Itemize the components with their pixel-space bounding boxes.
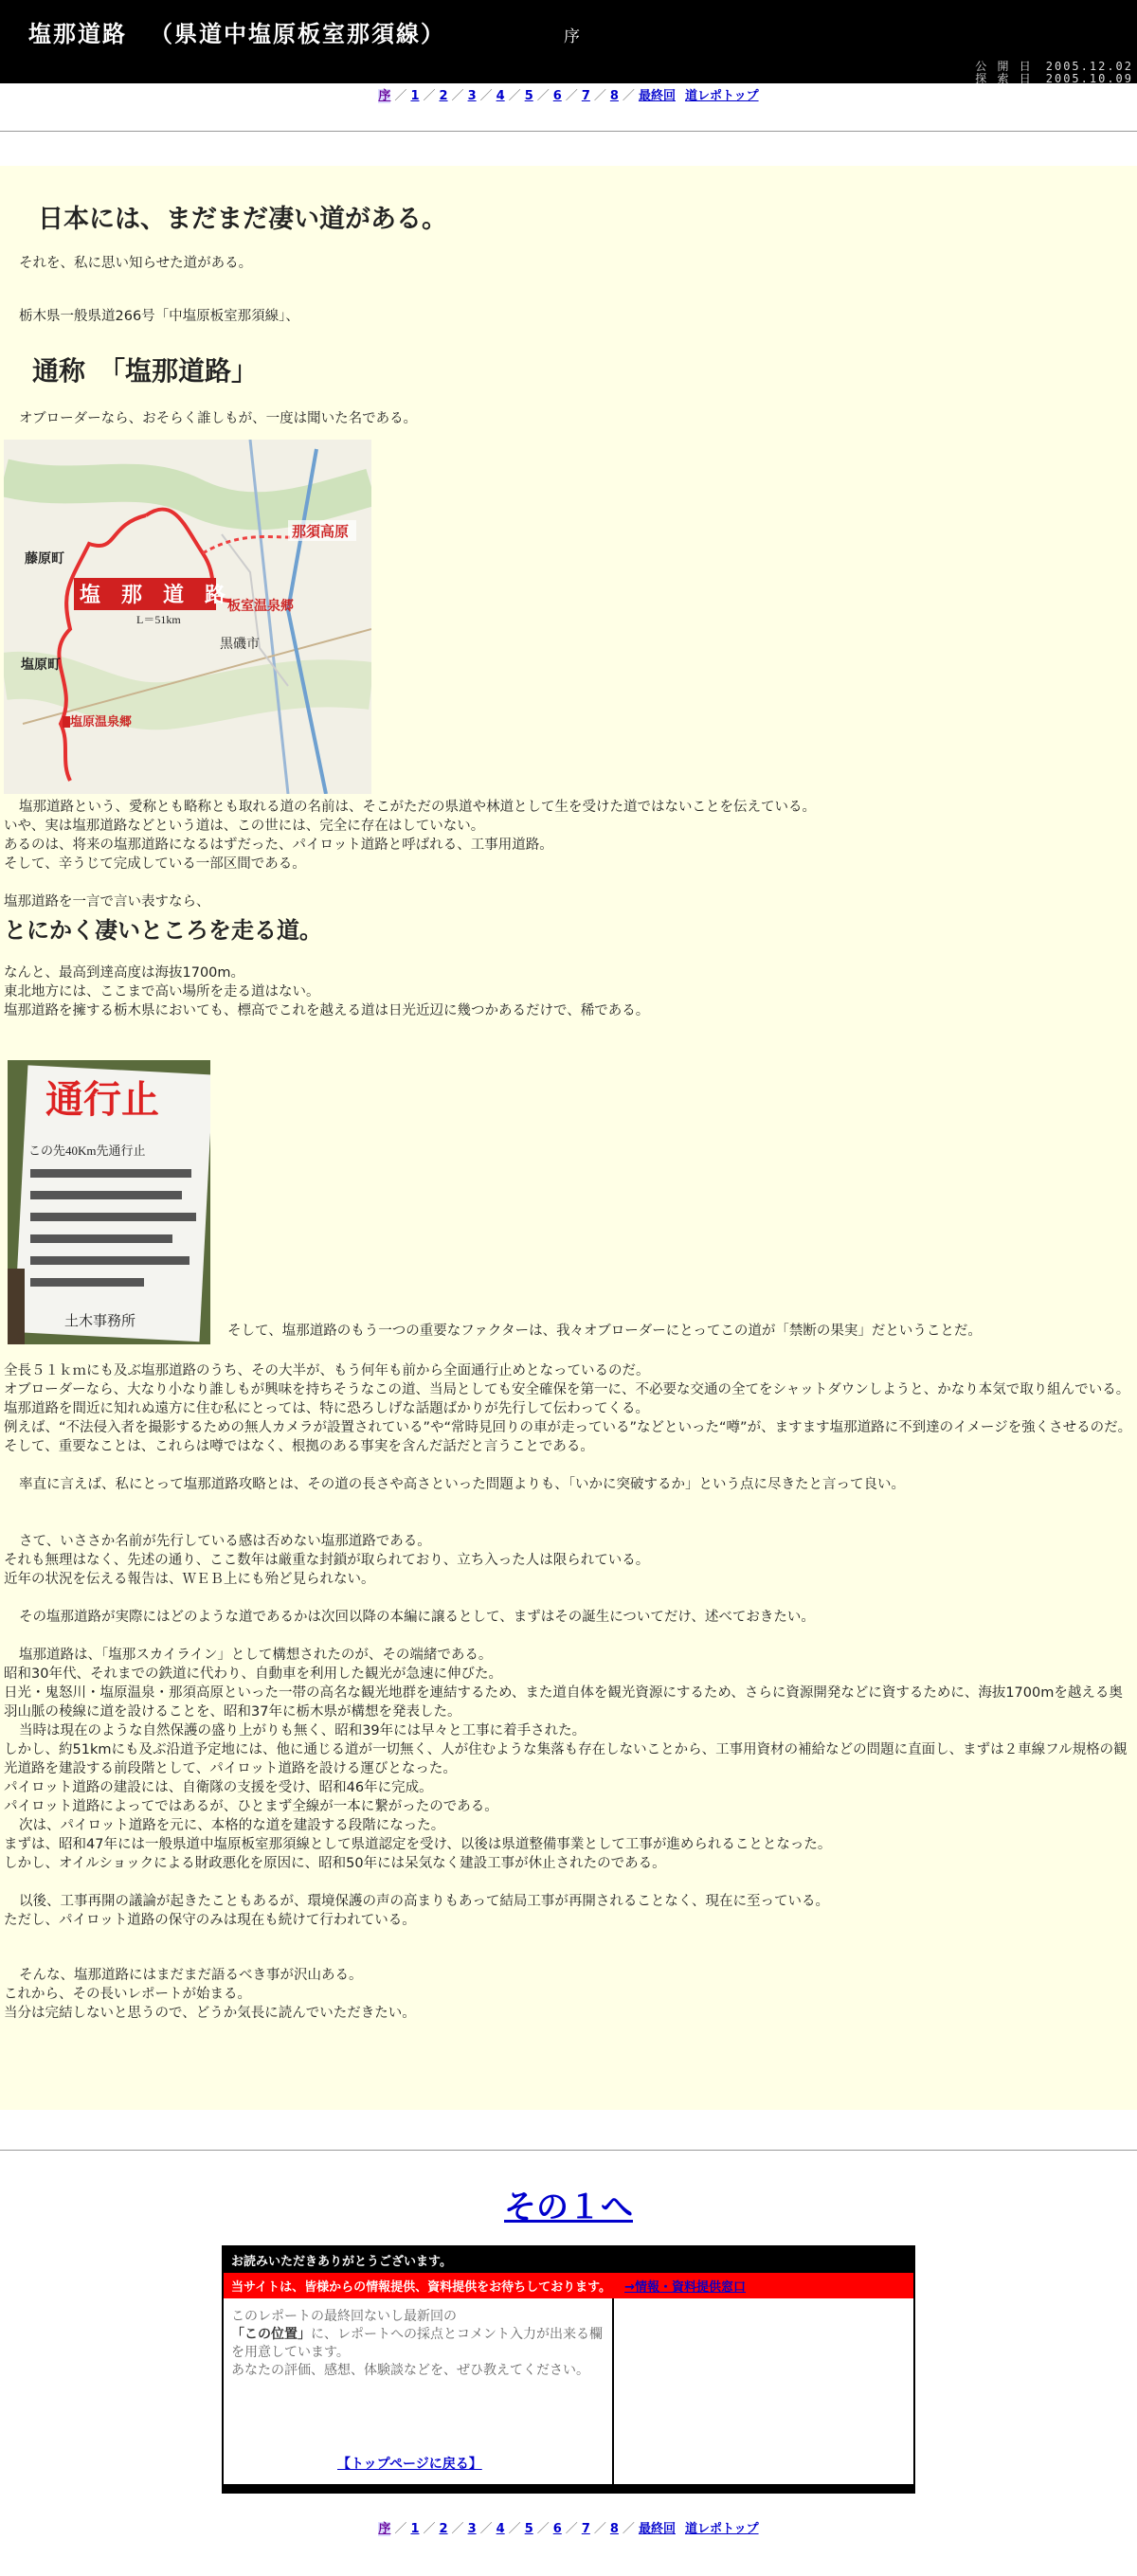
section-label: 序: [564, 27, 580, 46]
info-text: 当サイトは、皆様からの情報提供、資料提供をお待ちしております。: [231, 2280, 612, 2295]
para-line: 当分は完結しないと思うので、どうか気長に読んでいただきたい。: [4, 2006, 416, 2021]
nav-report-top[interactable]: 道レポトップ: [684, 2522, 759, 2536]
para-road-name: 栃木県一般県道266号「中塩原板室那須線」、: [19, 309, 299, 324]
nav-item-8[interactable]: 8: [609, 2522, 619, 2536]
map-label-kuroiso: 黒磯市: [220, 638, 260, 652]
para-origin-intro: その塩那道路が実際にはどのような道であるかは次回以降の本編に譲るとして、まずはその誕生についてだけ、述べておきたい。: [19, 1610, 815, 1625]
article-body: [0, 166, 1137, 2110]
note-line2: [231, 2326, 605, 2362]
para-altitude: [4, 964, 1133, 1020]
para-line: そんな、塩那道路にはまだまだ語るべき事が沢山ある。: [19, 1968, 363, 1983]
footer-box: [222, 2245, 915, 2494]
published-date: 2005.12.02: [1045, 60, 1133, 73]
para-line: 当時は現在のような自然保護の盛り上がりも無く、昭和39年には早々と工事に着手された。: [19, 1723, 587, 1738]
explored-date: 2005.10.09: [1045, 72, 1133, 85]
nav-item-2[interactable]: 2: [439, 89, 448, 103]
nav-item-final[interactable]: 最終回: [638, 89, 676, 103]
page-header: [0, 0, 1137, 83]
note-line2-rest: に、レポートへの採点とコメント入力が出来る欄を用意しています。: [231, 2327, 603, 2360]
para-line: 塩那道路を間近に知れぬ遠方に住む私にとっては、特に恐ろしげな話題ばかりが先行して伝わってくる。: [4, 1401, 650, 1416]
map-label-length: L＝51km: [136, 613, 181, 626]
para-line: 東北地方には、ここまで高い場所を走る道はない。: [4, 984, 320, 1000]
published-label: 公 開 日: [975, 60, 1033, 73]
sign-line2: 土木事務所: [64, 1314, 136, 1329]
para-famous: オブローダーなら、おそらく誰しもが、一度は聞いた名である。: [19, 411, 418, 426]
page-title: [28, 15, 445, 48]
para-closing: [4, 1966, 1133, 2023]
para-current: [4, 1892, 1133, 1930]
chapter-nav-bottom: 序 ／ 1 ／ 2 ／ 3 ／ 4 ／ 5 ／ 6 ／ 7 ／ 8 ／ 最終回 道レポトップ: [378, 2522, 759, 2536]
para-line: そして、辛うじて完成している一部区間である。: [4, 856, 306, 872]
para-line: 塩那道路は、「塩那スカイライン」として構想されたのが、その端緒である。: [19, 1648, 493, 1663]
back-to-top-link[interactable]: 【トップページに戻る】: [337, 2457, 482, 2472]
para-line: 例えば、“不法侵入者を撮影するための無人カメラが設置されている”や“常時見回りの車が走っている”などといった“噂”が、ますます塩那道路に不到達のイメージを強くさせるのだ。: [4, 1420, 1132, 1435]
para-line: 以後、工事再開の議論が起きたこともあるが、環境保護の声の高まりもあって結局工事が再開されることなく、現在に至っている。: [19, 1894, 830, 1909]
date-info: [975, 61, 1133, 85]
para-line: まずは、昭和47年には一般県道中塩原板室那須線として県道認定を受け、以後は県道整備事業として工事が進められることとなった。: [4, 1837, 832, 1852]
nav-item-1[interactable]: 1: [410, 2522, 420, 2536]
footer-box-right: [614, 2298, 913, 2484]
comment-note: [224, 2298, 614, 2484]
sign-title: 通行止: [45, 1078, 159, 1121]
footer-box-body: [224, 2298, 913, 2484]
note-line1: このレポートの最終回ないし最新回の: [231, 2309, 457, 2324]
para-oneword: 塩那道路を一言で言い表すなら、: [4, 894, 210, 910]
map-label-itamuro: 板室温泉郷: [227, 600, 294, 614]
map-label-fujiwara: 藤原町: [25, 552, 64, 567]
note-line3: あなたの評価、感想、体験談などを、ぜひ教えてください。: [231, 2363, 589, 2378]
sign-graphic: [8, 1060, 210, 1344]
para-line: 近年の状況を伝える報告は、ＷＥＢ上にも殆ど見られない。: [4, 1572, 375, 1587]
para-line: パイロット道路の建設には、自衛隊の支援を受け、昭和46年に完成。: [4, 1780, 433, 1795]
map-label-nasu: 那須高原: [292, 525, 350, 540]
nav-item-jo[interactable]: 序: [378, 89, 391, 103]
next-section: [0, 2151, 1137, 2245]
footer-box-bottom-bar: [224, 2484, 913, 2492]
para-line: それも無理はなく、先述の通り、ここ数年は厳重な封鎖が取られており、立ち入った人は限られている。: [4, 1553, 650, 1568]
nav-item-3[interactable]: 3: [467, 89, 477, 103]
nav-item-5[interactable]: 5: [524, 89, 533, 103]
chapter-nav-top: 序 ／ 1 ／ 2 ／ 3 ／ 4 ／ 5 ／ 6 ／ 7 ／ 8 ／ 最終回 道レポトップ: [378, 89, 759, 103]
title-main: 塩那道路: [28, 21, 127, 47]
para-line: 次は、パイロット道路を元に、本格的な道を建設する段階になった。: [19, 1818, 445, 1833]
nav-report-top[interactable]: 道レポトップ: [684, 89, 759, 103]
nav-item-6[interactable]: 6: [552, 2522, 562, 2536]
nav-item-7[interactable]: 7: [581, 2522, 590, 2536]
para-line: オブローダーなら、大なり小なり誰しもが興味を持ちそうなこの道、当局としても安全確保を第一に、不必要な交通の全てをシャットダウンしようと、かなり本気で取り組んでいる。: [4, 1382, 1130, 1397]
para-line: 昭和30年代、それまでの鉄道に代わり、自動車を利用した観光が急速に伸びた。: [4, 1666, 502, 1682]
para-history: [4, 1646, 1133, 1873]
map-label-road: 塩 那 道 路: [80, 583, 226, 606]
title-sub: （県道中塩原板室那須線）: [150, 21, 445, 47]
map-label-shiobara: 塩原町: [21, 658, 61, 673]
para-intro: それを、私に思い知らせた道がある。: [19, 256, 253, 271]
para-line: 塩那道路という、愛称とも略称とも取れる道の名前は、そこがただの県道や林道として生を受けた道ではないことを伝えている。: [19, 800, 816, 815]
para-nickname-meaning: [4, 798, 1133, 874]
divider-top: [0, 131, 1137, 132]
explored-label: 探 索 日: [975, 72, 1033, 85]
heading-nickname: 通称 「塩那道路」: [32, 355, 259, 387]
closure-sign-row: [4, 1060, 1133, 1344]
map-label-onsen: 塩原温泉郷: [70, 714, 133, 729]
nav-item-1[interactable]: 1: [410, 89, 420, 103]
info-window-link[interactable]: →情報・資料提供窓口: [624, 2280, 746, 2295]
para-line: パイロット道路によってではあるが、ひとまず全線が一本に繋がったのである。: [4, 1799, 498, 1814]
para-line: そして、重要なことは、これらは噂ではなく、根拠のある事実を含んだ話だと言うことである。: [4, 1439, 594, 1454]
nav-item-jo[interactable]: 序: [378, 2522, 391, 2536]
para-line: 全長５１ｋｍにも及ぶ塩那道路のうち、その大半が、もう何年も前から全面通行止めとなっているのだ。: [4, 1363, 650, 1378]
nav-item-6[interactable]: 6: [552, 89, 562, 103]
para-line: あるのは、将来の塩那道路になるはずだった、パイロット道路と呼ばれる、工事用道路。: [4, 838, 553, 853]
para-closure: [4, 1361, 1133, 1456]
para-line: しかし、オイルショックによる財政悪化を原因に、昭和50年には呆気なく建設工事が休止されたのである。: [4, 1856, 666, 1871]
nav-item-4[interactable]: 4: [496, 2522, 505, 2536]
thanks-bar: お読みいただきありがとうございます。: [224, 2247, 913, 2273]
nav-item-8[interactable]: 8: [609, 89, 619, 103]
nav-item-2[interactable]: 2: [439, 2522, 448, 2536]
nav-item-3[interactable]: 3: [467, 2522, 477, 2536]
para-line: さて、いささか名前が先行している感は否めない塩那道路である。: [19, 1534, 431, 1549]
info-bar: [224, 2273, 913, 2298]
heading-intro: 日本には、まだまだ凄い道がある。: [38, 205, 447, 234]
para-few-reports: [4, 1532, 1133, 1589]
para-line: 日光・鬼怒川・塩原温泉・那須高原といった一帯の高名な観光地群を連結するため、また道自体を観光資源にするため、さらに資源開発などに資するために、海抜1700mを越える奥羽山脈の稜線に道を設けることを、昭和37年に栃木県が構想を発表した。: [4, 1685, 1123, 1720]
route-map-image: [4, 440, 371, 794]
sign-line1: この先40Km先通行止: [28, 1144, 146, 1158]
para-how-to-break: 率直に言えば、私にとって塩那道路攻略とは、その道の長さや高さといった問題よりも、「いかに突破するか」という点に尽きたと言って良い。: [19, 1477, 905, 1492]
para-line: ただし、パイロット道路の保守のみは現在も続けて行われている。: [4, 1913, 416, 1928]
heading-amazing-place: とにかく凄いところを走る道。: [4, 917, 322, 944]
note-position: 「この位置」: [231, 2327, 311, 2342]
para-line: なんと、最高到達高度は海抜1700m。: [4, 965, 245, 981]
nav-item-4[interactable]: 4: [496, 89, 505, 103]
para-line: いや、実は塩那道路などという道は、この世には、完全に存在はしていない。: [4, 819, 485, 834]
para-line: 塩那道路を擁する栃木県においても、標高でこれを越える道は日光近辺に幾つかあるだけで、稀である。: [4, 1003, 650, 1018]
map-graphic: [4, 440, 371, 794]
next-chapter-link[interactable]: その１へ: [504, 2189, 633, 2226]
nav-item-5[interactable]: 5: [524, 2522, 533, 2536]
para-line: これから、その長いレポートが始まる。: [4, 1987, 251, 2002]
nav-item-7[interactable]: 7: [581, 89, 590, 103]
nav-item-final[interactable]: 最終回: [638, 2522, 676, 2536]
closure-sign-image: [8, 1060, 210, 1344]
para-line: しかし、約51kmにも及ぶ沿道予定地には、他に通じる道が一切無く、人が住むような集落も存在しないことから、工事用資材の補給などの問題に直面し、まずは２車線フル規格の観光道路を建設する前段階として、パイロット道路を設ける運びとなった。: [4, 1742, 1128, 1776]
para-forbidden-fruit: そして、塩那道路のもう一つの重要なファクターは、我々オブローダーにとってこの道が「禁断の果実」だということだ。: [227, 1324, 982, 1339]
